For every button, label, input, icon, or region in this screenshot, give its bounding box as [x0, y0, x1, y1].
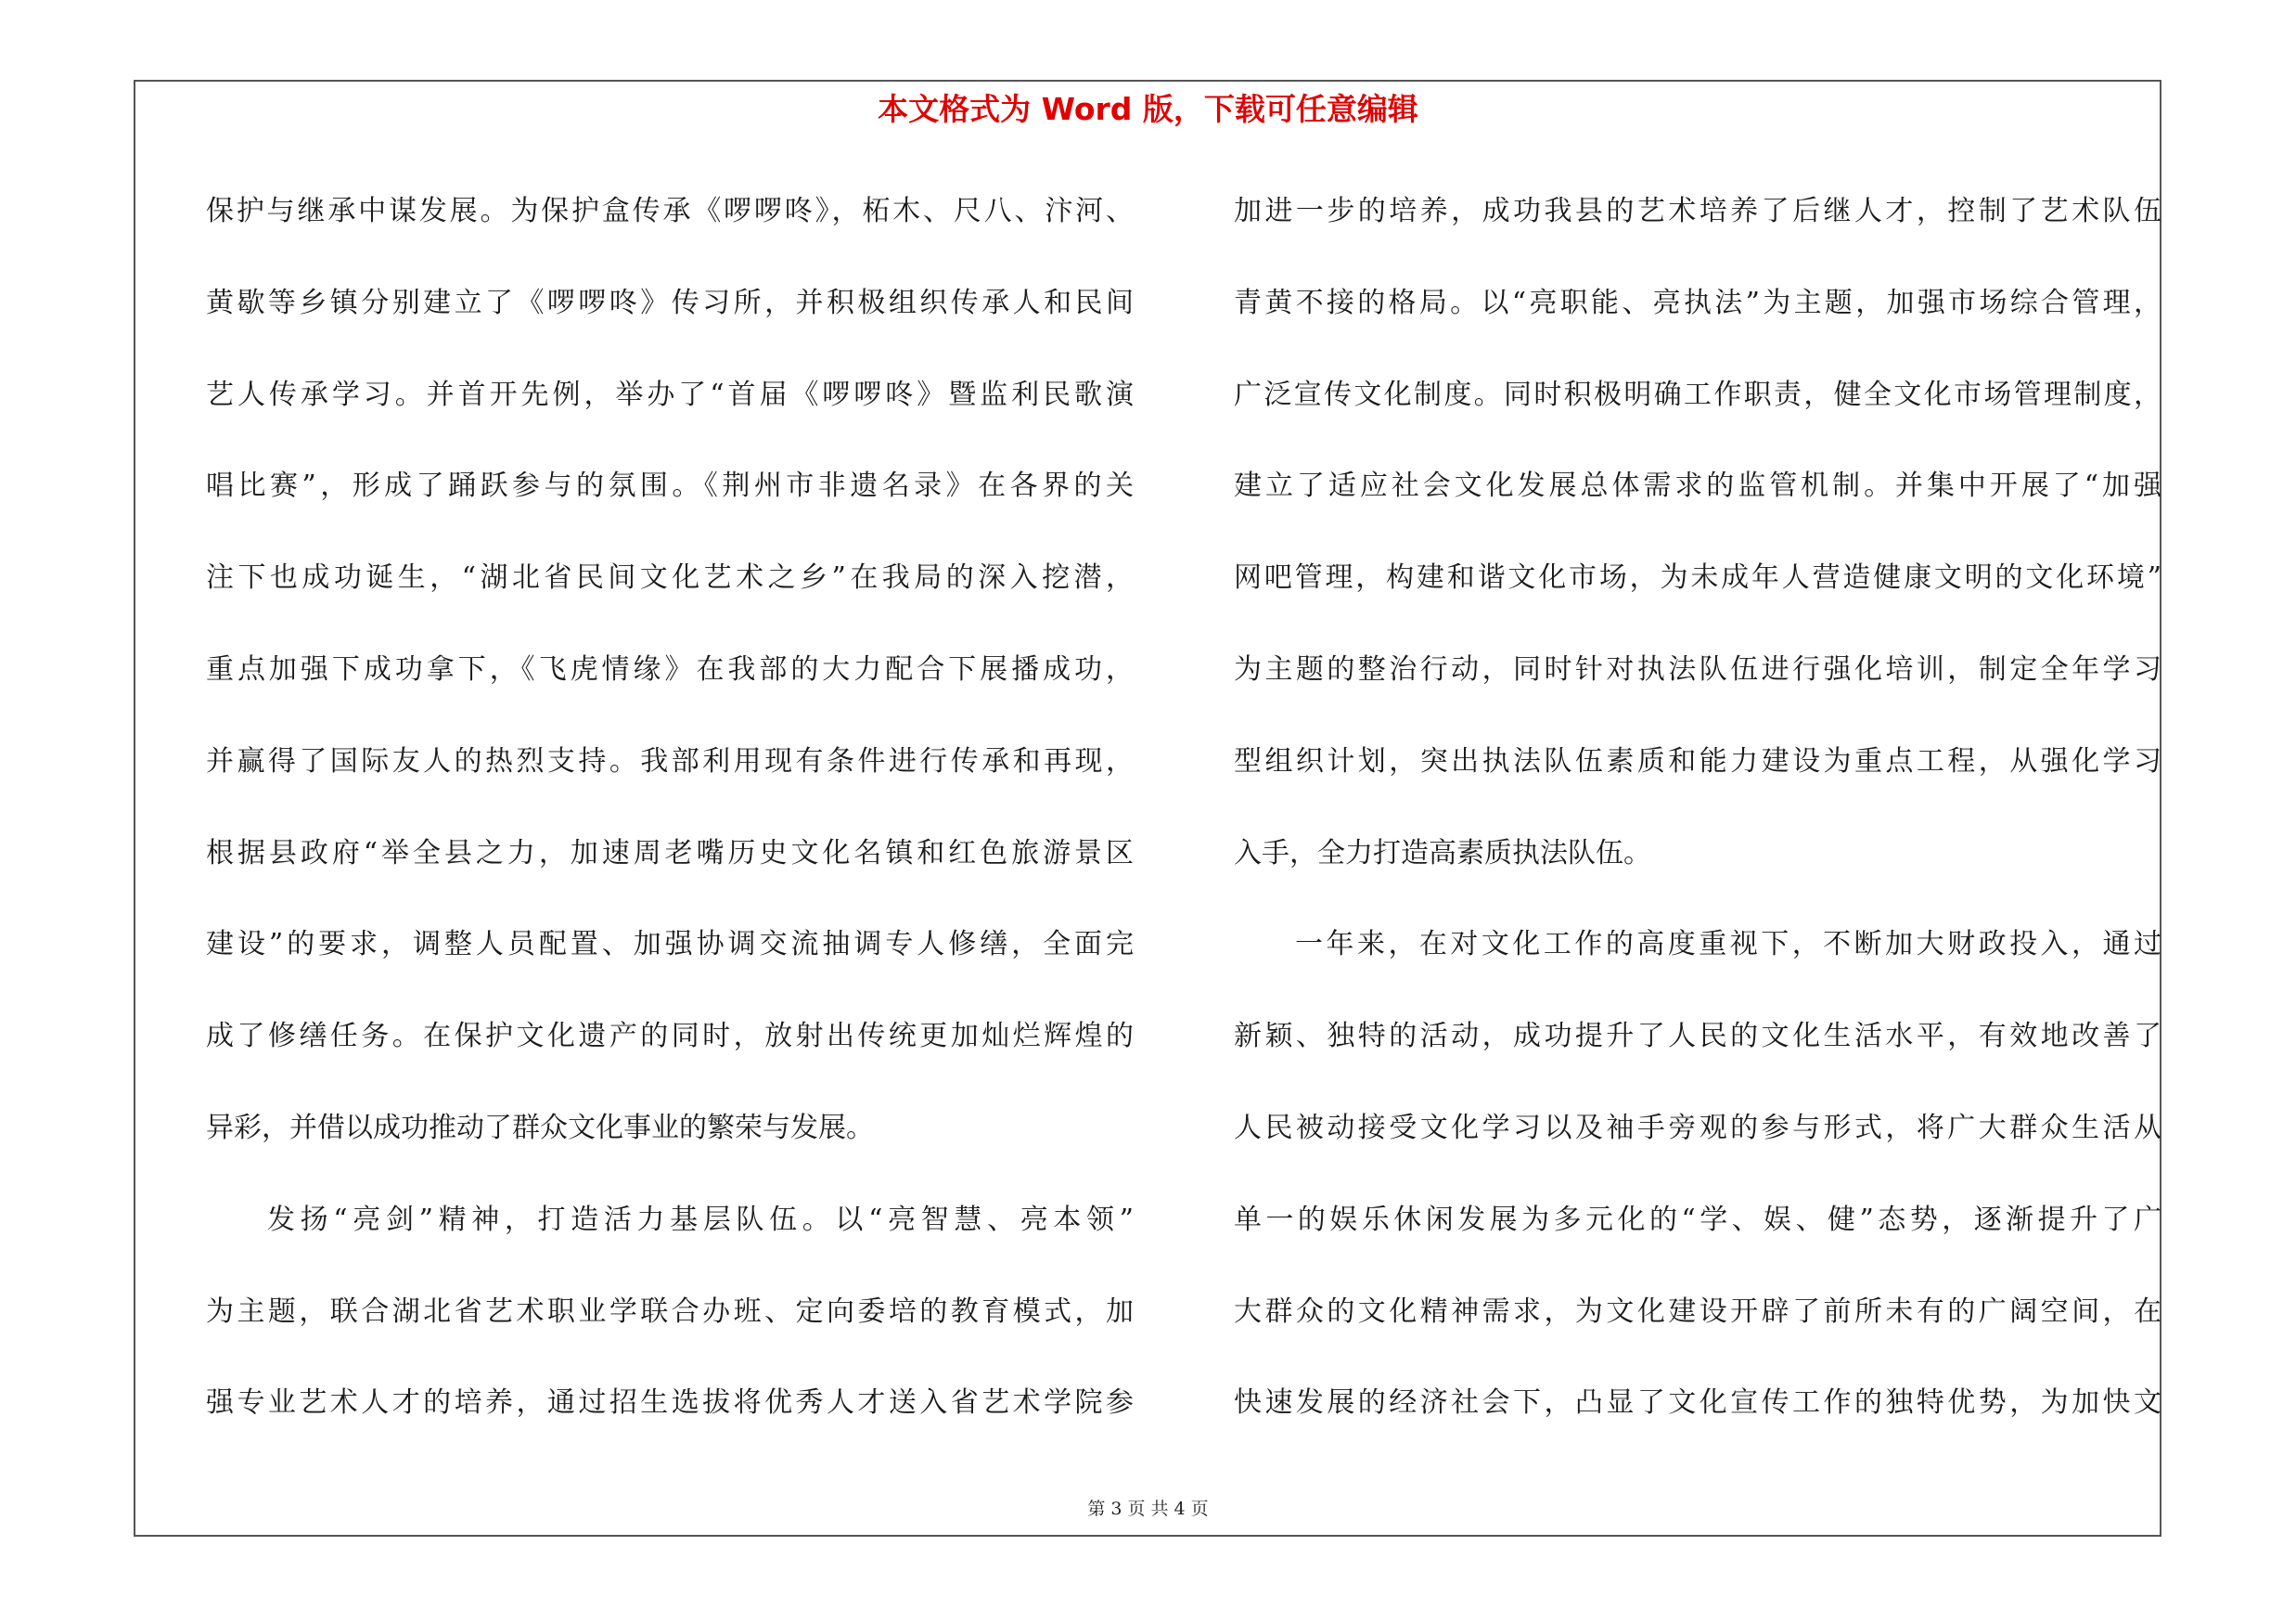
text-line: 重点加强下成功拿下，《飞虎情缘》在我部的大力配合下展播成功，	[206, 652, 1134, 686]
text-line: 建立了适应社会文化发展总体需求的监管机制。并集中开展了“加强	[1234, 470, 2161, 503]
text-line: 入手，全力打造高素质执法队伍。	[1234, 836, 1651, 869]
text-line: 发扬“亮剑”精神，打造活力基层队伍。以“亮智慧、亮本领”	[267, 1203, 1134, 1236]
left-text-column	[206, 181, 1134, 1464]
text-line: 注下也成功诞生，“湖北省民间文化艺术之乡”在我局的深入挖潜，	[206, 561, 1134, 595]
text-line: 黄歇等乡镇分别建立了《啰啰咚》传习所，并积极组织传承人和民间	[206, 286, 1134, 319]
text-line: 快速发展的经济社会下，凸显了文化宣传工作的独特优势，为加快文	[1234, 1386, 2161, 1420]
text-line: 单一的娱乐休闲发展为多元化的“学、娱、健”态势，逐渐提升了广	[1234, 1203, 2161, 1236]
text-line: 型组织计划，突出执法队伍素质和能力建设为重点工程，从强化学习	[1234, 744, 2161, 778]
text-line: 为主题的整治行动，同时针对执法队伍进行强化培训，制定全年学习	[1234, 652, 2161, 686]
text-line: 唱比赛”，形成了踊跃参与的氛围。《荆州市非遗名录》在各界的关	[206, 470, 1134, 503]
right-text-column	[1234, 181, 2161, 1464]
header-banner: 本文格式为 Word 版，下载可任意编辑	[878, 91, 1418, 127]
text-line: 为主题，联合湖北省艺术职业学联合办班、定向委培的教育模式，加	[206, 1295, 1134, 1328]
text-line: 根据县政府“举全县之力，加速周老嘴历史文化名镇和红色旅游景区	[206, 836, 1134, 869]
text-line: 异彩，并借以成功推动了群众文化事业的繁荣与发展。	[206, 1111, 874, 1144]
text-line: 建设”的要求，调整人员配置、加强协调交流抽调专人修缮，全面完	[206, 928, 1134, 961]
text-line: 成了修缮任务。在保护文化遗产的同时，放射出传统更加灿烂辉煌的	[206, 1020, 1134, 1053]
text-line: 人民被动接受文化学习以及袖手旁观的参与形式，将广大群众生活从	[1234, 1111, 2161, 1144]
text-line: 并赢得了国际友人的热烈支持。我部利用现有条件进行传承和再现，	[206, 744, 1134, 778]
text-line: 青黄不接的格局。以“亮职能、亮执法”为主题，加强市场综合管理，	[1234, 286, 2161, 319]
text-line: 保护与继承中谋发展。为保护盒传承《啰啰咚》，柘木、尺八、汴河、	[206, 195, 1134, 227]
text-line: 强专业艺术人才的培养，通过招生选拔将优秀人才送入省艺术学院参	[206, 1386, 1134, 1420]
text-line: 广泛宣传文化制度。同时积极明确工作职责，健全文化市场管理制度，	[1234, 378, 2161, 411]
text-line: 网吧管理，构建和谐文化市场，为未成年人营造健康文明的文化环境”	[1234, 561, 2161, 595]
text-line: 加进一步的培养，成功我县的艺术培养了后继人才，控制了艺术队伍	[1234, 195, 2161, 227]
text-line: 大群众的文化精神需求，为文化建设开辟了前所未有的广阔空间，在	[1234, 1295, 2161, 1328]
page-number-footer: 第 3 页 共 4 页	[1087, 1499, 1209, 1519]
text-line: 一年来，在对文化工作的高度重视下，不断加大财政投入，通过	[1295, 928, 2161, 961]
text-line: 艺人传承学习。并首开先例，举办了“首届《啰啰咚》暨监利民歌演	[206, 378, 1134, 411]
text-line: 新颖、独特的活动，成功提升了人民的文化生活水平，有效地改善了	[1234, 1020, 2161, 1053]
